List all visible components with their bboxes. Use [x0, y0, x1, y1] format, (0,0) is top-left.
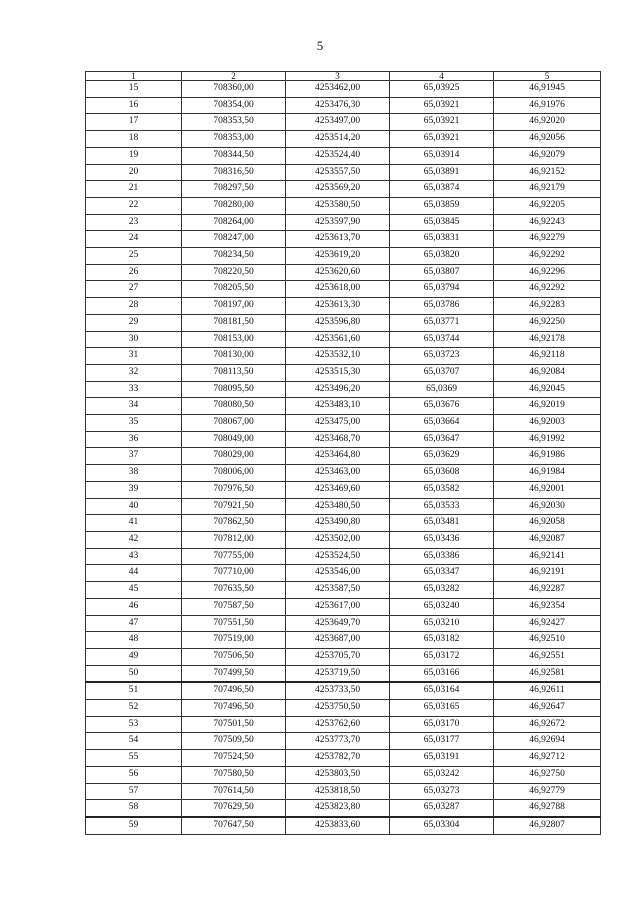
- table-cell: 708181,50: [182, 314, 286, 331]
- table-cell: 65,03921: [390, 114, 494, 131]
- table-cell: 46,92030: [494, 498, 601, 515]
- table-cell: 19: [86, 147, 182, 164]
- table-cell: 46,92292: [494, 248, 601, 265]
- table-cell: 46,92205: [494, 197, 601, 214]
- table-cell: 65,03282: [390, 582, 494, 599]
- table-cell: 65,03676: [390, 398, 494, 415]
- table-row: [86, 214, 601, 231]
- table-cell: 65,03629: [390, 448, 494, 465]
- table-cell: 707647,50: [182, 817, 286, 834]
- column-header: 1: [86, 72, 182, 81]
- table-cell: 4253649,70: [286, 615, 390, 632]
- table-cell: 18: [86, 131, 182, 148]
- coordinates-table: [85, 71, 601, 835]
- table-cell: 59: [86, 817, 182, 834]
- table-cell: 46,92191: [494, 565, 601, 582]
- table-cell: 708264,00: [182, 214, 286, 231]
- table-cell: 21: [86, 181, 182, 198]
- table-cell: 708067,00: [182, 415, 286, 432]
- table-cell: 26: [86, 264, 182, 281]
- table-cell: 46,92672: [494, 716, 601, 733]
- table-cell: 46,92551: [494, 648, 601, 665]
- table-cell: 46,92292: [494, 281, 601, 298]
- table-cell: 65,03831: [390, 231, 494, 248]
- table-cell: 4253546,00: [286, 565, 390, 582]
- table-cell: 65,03172: [390, 648, 494, 665]
- column-header: 5: [494, 72, 601, 81]
- table-cell: 4253468,70: [286, 431, 390, 448]
- table-cell: 4253818,50: [286, 783, 390, 800]
- table-row: [86, 465, 601, 482]
- table-row: [86, 800, 601, 817]
- table-cell: 707755,00: [182, 548, 286, 565]
- table-cell: 46,92287: [494, 582, 601, 599]
- table-cell: 46,91976: [494, 97, 601, 114]
- table-cell: 707501,50: [182, 716, 286, 733]
- table-cell: 46,92788: [494, 800, 601, 817]
- table-cell: 46,92178: [494, 331, 601, 348]
- table-cell: 65,03921: [390, 97, 494, 114]
- table-cell: 4253502,00: [286, 531, 390, 548]
- table-cell: 708205,50: [182, 281, 286, 298]
- table-cell: 707519,00: [182, 632, 286, 649]
- table-cell: 41: [86, 515, 182, 532]
- table-cell: 4253750,50: [286, 700, 390, 717]
- table-row: [86, 131, 601, 148]
- table-cell: 4253613,70: [286, 231, 390, 248]
- table-cell: 36: [86, 431, 182, 448]
- table-cell: 55: [86, 750, 182, 767]
- table-cell: 4253823,80: [286, 800, 390, 817]
- table-cell: 708049,00: [182, 431, 286, 448]
- table-row: [86, 147, 601, 164]
- table-cell: 42: [86, 531, 182, 548]
- table-row: [86, 598, 601, 615]
- table-row: [86, 498, 601, 515]
- table-cell: 707551,50: [182, 615, 286, 632]
- table-cell: 44: [86, 565, 182, 582]
- table-row: [86, 481, 601, 498]
- table-cell: 708234,50: [182, 248, 286, 265]
- table-cell: 65,03347: [390, 565, 494, 582]
- table-cell: 20: [86, 164, 182, 181]
- table-cell: 58: [86, 800, 182, 817]
- table-cell: 46,92152: [494, 164, 601, 181]
- table-cell: 707587,50: [182, 598, 286, 615]
- table-cell: 708360,00: [182, 81, 286, 98]
- table-row: [86, 648, 601, 665]
- table-cell: 33: [86, 381, 182, 398]
- table-cell: 46,92003: [494, 415, 601, 432]
- table-cell: 707976,50: [182, 481, 286, 498]
- table-cell: 707629,50: [182, 800, 286, 817]
- table-cell: 46,91986: [494, 448, 601, 465]
- table-cell: 46,92084: [494, 364, 601, 381]
- table-cell: 46,92019: [494, 398, 601, 415]
- table-cell: 4253514,20: [286, 131, 390, 148]
- table-cell: 4253561,60: [286, 331, 390, 348]
- table-cell: 31: [86, 348, 182, 365]
- table-cell: 45: [86, 582, 182, 599]
- table-cell: 65,0369: [390, 381, 494, 398]
- table-cell: 16: [86, 97, 182, 114]
- table-cell: 46,91984: [494, 465, 601, 482]
- table-row: [86, 381, 601, 398]
- table-cell: 4253617,00: [286, 598, 390, 615]
- table-row: [86, 181, 601, 198]
- table-cell: 4253469,60: [286, 481, 390, 498]
- table-cell: 708130,00: [182, 348, 286, 365]
- table-row: [86, 565, 601, 582]
- table-cell: 65,03304: [390, 817, 494, 834]
- table-cell: 54: [86, 733, 182, 750]
- table-cell: 46,92243: [494, 214, 601, 231]
- table-cell: 46,92510: [494, 632, 601, 649]
- table-cell: 707614,50: [182, 783, 286, 800]
- table-cell: 708247,00: [182, 231, 286, 248]
- table-cell: 707580,50: [182, 766, 286, 783]
- table-cell: 4253620,60: [286, 264, 390, 281]
- table-cell: 708280,00: [182, 197, 286, 214]
- table-cell: 65,03794: [390, 281, 494, 298]
- table-cell: 17: [86, 114, 182, 131]
- table-cell: 65,03925: [390, 81, 494, 98]
- table-cell: 4253733,50: [286, 682, 390, 699]
- table-cell: 4253462,00: [286, 81, 390, 98]
- table-cell: 46,92647: [494, 700, 601, 717]
- table-row: [86, 531, 601, 548]
- table-row: [86, 81, 601, 98]
- table-cell: 65,03177: [390, 733, 494, 750]
- table-row: [86, 766, 601, 783]
- column-header: 4: [390, 72, 494, 81]
- table-cell: 46,92250: [494, 314, 601, 331]
- table-cell: 51: [86, 682, 182, 699]
- table-cell: 39: [86, 481, 182, 498]
- table-cell: 46,92283: [494, 298, 601, 315]
- table-cell: 46,92712: [494, 750, 601, 767]
- table-cell: 46,92118: [494, 348, 601, 365]
- column-header: 3: [286, 72, 390, 81]
- table-row: [86, 97, 601, 114]
- table-row: [86, 548, 601, 565]
- table-cell: 707710,00: [182, 565, 286, 582]
- table-cell: 65,03166: [390, 665, 494, 682]
- table-cell: 65,03210: [390, 615, 494, 632]
- table-cell: 29: [86, 314, 182, 331]
- table-cell: 38: [86, 465, 182, 482]
- table-cell: 4253619,20: [286, 248, 390, 265]
- table-row: [86, 114, 601, 131]
- table-cell: 25: [86, 248, 182, 265]
- table-row: [86, 398, 601, 415]
- table-cell: 4253613,30: [286, 298, 390, 315]
- table-cell: 4253497,00: [286, 114, 390, 131]
- table-cell: 65,03170: [390, 716, 494, 733]
- table-cell: 65,03436: [390, 531, 494, 548]
- table-cell: 15: [86, 81, 182, 98]
- table-cell: 65,03859: [390, 197, 494, 214]
- table-row: [86, 314, 601, 331]
- coordinates-table-body: [86, 72, 601, 835]
- table-cell: 22: [86, 197, 182, 214]
- table-cell: 46,92779: [494, 783, 601, 800]
- table-cell: 4253490,80: [286, 515, 390, 532]
- table-cell: 707812,00: [182, 531, 286, 548]
- table-cell: 4253587,50: [286, 582, 390, 599]
- table-cell: 65,03182: [390, 632, 494, 649]
- table-cell: 4253476,30: [286, 97, 390, 114]
- table-cell: 65,03481: [390, 515, 494, 532]
- table-cell: 65,03242: [390, 766, 494, 783]
- table-cell: 47: [86, 615, 182, 632]
- table-cell: 4253569,20: [286, 181, 390, 198]
- table-cell: 708153,00: [182, 331, 286, 348]
- table-cell: 46,92354: [494, 598, 601, 615]
- table-cell: 65,03608: [390, 465, 494, 482]
- table-cell: 4253782,70: [286, 750, 390, 767]
- table-cell: 65,03240: [390, 598, 494, 615]
- table-cell: 4253524,40: [286, 147, 390, 164]
- table-cell: 65,03165: [390, 700, 494, 717]
- table-cell: 707496,50: [182, 682, 286, 699]
- table-cell: 65,03191: [390, 750, 494, 767]
- table-cell: 708297,50: [182, 181, 286, 198]
- table-cell: 4253532,10: [286, 348, 390, 365]
- table-row: [86, 615, 601, 632]
- table-cell: 65,03723: [390, 348, 494, 365]
- table-cell: 708316,50: [182, 164, 286, 181]
- table-row: [86, 197, 601, 214]
- table-cell: 46,92611: [494, 682, 601, 699]
- table-cell: 65,03707: [390, 364, 494, 381]
- table-cell: 708220,50: [182, 264, 286, 281]
- table-cell: 46,92296: [494, 264, 601, 281]
- table-cell: 46,92427: [494, 615, 601, 632]
- table-cell: 707499,50: [182, 665, 286, 682]
- table-cell: 46,92807: [494, 817, 601, 834]
- table-cell: 65,03845: [390, 214, 494, 231]
- table-cell: 4253463,00: [286, 465, 390, 482]
- table-cell: 46: [86, 598, 182, 615]
- table-cell: 707921,50: [182, 498, 286, 515]
- table-cell: 4253580,50: [286, 197, 390, 214]
- table-cell: 4253773,70: [286, 733, 390, 750]
- table-cell: 27: [86, 281, 182, 298]
- table-cell: 32: [86, 364, 182, 381]
- table-cell: 65,03273: [390, 783, 494, 800]
- table-cell: 4253480,50: [286, 498, 390, 515]
- table-cell: 708080,50: [182, 398, 286, 415]
- table-cell: 65,03807: [390, 264, 494, 281]
- table-cell: 707524,50: [182, 750, 286, 767]
- table-cell: 65,03582: [390, 481, 494, 498]
- table-cell: 24: [86, 231, 182, 248]
- table-cell: 707635,50: [182, 582, 286, 599]
- table-cell: 4253803,50: [286, 766, 390, 783]
- table-row: [86, 281, 601, 298]
- table-cell: 46,92179: [494, 181, 601, 198]
- table-cell: 4253687,00: [286, 632, 390, 649]
- table-cell: 707496,50: [182, 700, 286, 717]
- table-cell: 708113,50: [182, 364, 286, 381]
- column-header: 2: [182, 72, 286, 81]
- table-cell: 46,92001: [494, 481, 601, 498]
- table-cell: 708197,00: [182, 298, 286, 315]
- table-row: [86, 248, 601, 265]
- table-cell: 65,03914: [390, 147, 494, 164]
- table-cell: 53: [86, 716, 182, 733]
- table-cell: 4253597,90: [286, 214, 390, 231]
- table-cell: 4253596,80: [286, 314, 390, 331]
- table-cell: 30: [86, 331, 182, 348]
- table-cell: 65,03164: [390, 682, 494, 699]
- table-cell: 4253618,00: [286, 281, 390, 298]
- table-row: [86, 682, 601, 699]
- table-cell: 65,03647: [390, 431, 494, 448]
- table-cell: 708095,50: [182, 381, 286, 398]
- table-cell: 46,92087: [494, 531, 601, 548]
- table-cell: 34: [86, 398, 182, 415]
- table-row: [86, 632, 601, 649]
- table-cell: 46,92141: [494, 548, 601, 565]
- table-cell: 4253719,50: [286, 665, 390, 682]
- table-row: [86, 783, 601, 800]
- table-row: [86, 164, 601, 181]
- table-cell: 46,92079: [494, 147, 601, 164]
- table-row: [86, 582, 601, 599]
- table-cell: 708344,50: [182, 147, 286, 164]
- table-cell: 4253762,60: [286, 716, 390, 733]
- table-row: [86, 231, 601, 248]
- table-cell: 65,03771: [390, 314, 494, 331]
- table-cell: 4253464,80: [286, 448, 390, 465]
- table-cell: 46,91945: [494, 81, 601, 98]
- table-cell: 65,03744: [390, 331, 494, 348]
- table-cell: 65,03533: [390, 498, 494, 515]
- table-row: [86, 364, 601, 381]
- table-row: [86, 431, 601, 448]
- table-cell: 65,03921: [390, 131, 494, 148]
- table-row: [86, 817, 601, 834]
- table-row: [86, 298, 601, 315]
- table-cell: 708353,50: [182, 114, 286, 131]
- table-cell: 46,92045: [494, 381, 601, 398]
- table-cell: 52: [86, 700, 182, 717]
- table-cell: 46,91992: [494, 431, 601, 448]
- table-cell: 707509,50: [182, 733, 286, 750]
- table-row: [86, 515, 601, 532]
- table-cell: 65,03386: [390, 548, 494, 565]
- table-cell: 37: [86, 448, 182, 465]
- table-cell: 56: [86, 766, 182, 783]
- table-cell: 708353,00: [182, 131, 286, 148]
- table-cell: 4253483,10: [286, 398, 390, 415]
- page-number: 5: [316, 38, 324, 53]
- table-row: [86, 665, 601, 682]
- table-cell: 46,92020: [494, 114, 601, 131]
- table-cell: 4253524,50: [286, 548, 390, 565]
- table-cell: 46,92581: [494, 665, 601, 682]
- table-cell: 4253705,70: [286, 648, 390, 665]
- table-cell: 46,92056: [494, 131, 601, 148]
- table-cell: 65,03287: [390, 800, 494, 817]
- table-row: [86, 331, 601, 348]
- table-cell: 707862,50: [182, 515, 286, 532]
- table-cell: 40: [86, 498, 182, 515]
- table-cell: 65,03874: [390, 181, 494, 198]
- table-cell: 43: [86, 548, 182, 565]
- table-row: [86, 264, 601, 281]
- table-cell: 708029,00: [182, 448, 286, 465]
- table-cell: 28: [86, 298, 182, 315]
- table-cell: 65,03891: [390, 164, 494, 181]
- table-row: [86, 733, 601, 750]
- table-cell: 65,03664: [390, 415, 494, 432]
- table-cell: 35: [86, 415, 182, 432]
- table-cell: 708354,00: [182, 97, 286, 114]
- table-cell: 708006,00: [182, 465, 286, 482]
- table-row: [86, 415, 601, 432]
- table-cell: 46,92058: [494, 515, 601, 532]
- table-cell: 4253475,00: [286, 415, 390, 432]
- table-row: [86, 348, 601, 365]
- table-cell: 49: [86, 648, 182, 665]
- table-row: [86, 716, 601, 733]
- table-row: [86, 750, 601, 767]
- table-header-row: [86, 72, 601, 81]
- table-row: [86, 700, 601, 717]
- table-cell: 46,92694: [494, 733, 601, 750]
- table-cell: 50: [86, 665, 182, 682]
- table-cell: 4253833,60: [286, 817, 390, 834]
- table-cell: 4253496,20: [286, 381, 390, 398]
- table-cell: 65,03786: [390, 298, 494, 315]
- table-row: [86, 448, 601, 465]
- table-cell: 46,92279: [494, 231, 601, 248]
- table-cell: 48: [86, 632, 182, 649]
- table-cell: 23: [86, 214, 182, 231]
- table-cell: 4253515,30: [286, 364, 390, 381]
- table-cell: 57: [86, 783, 182, 800]
- table-cell: 65,03820: [390, 248, 494, 265]
- table-cell: 4253557,50: [286, 164, 390, 181]
- table-cell: 707506,50: [182, 648, 286, 665]
- table-cell: 46,92750: [494, 766, 601, 783]
